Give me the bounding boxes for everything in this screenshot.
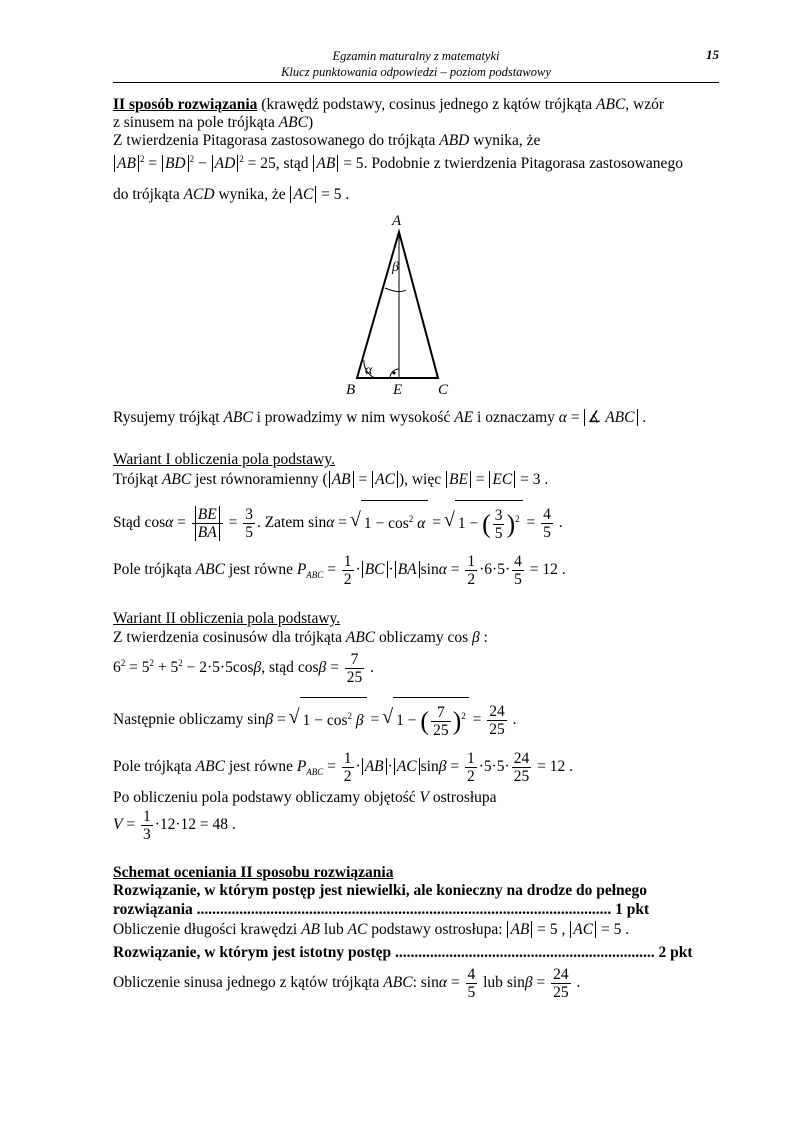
vertex-a-label: A [392, 213, 402, 229]
pythagoras-formula-line: AB $^2$ = BD $^2$ − AD $^2$ = 25, stąd AB = 5. Podobnie z twierdzenia Pitagorasa zastosowanego [113, 155, 683, 173]
alpha-label: α [365, 363, 373, 378]
scheme-rule-1-line-1: Rozwiązanie, w którym postęp jest niewielki, ale konieczny na drodze do pełnego [113, 882, 648, 899]
variant-2-line-2: $6^2 = 5^2 + 5^2 - 2\cdot 5\cdot 5\cos\beta$, stąd cosβ = $\frac{7}{25}$ . [113, 650, 374, 686]
variant-2-line-1: Z twierdzenia cosinusów dla trójkąta ABC obliczamy cos β : [113, 629, 488, 646]
pythagoras-line-3: do trójkąta ACD wynika, że AC = 5 . [113, 186, 350, 203]
page-header [113, 48, 719, 80]
variant-1-title: Wariant I obliczenia pola podstawy. [113, 451, 335, 468]
section-intro-line-2: z sinusem na pole trójkąta ABC) [113, 114, 314, 131]
variant-1-line-3: Pole trójkąta ABC jest równe $P_{ABC}$ = $\frac{1}{2}$ · BC · BA sinα = $\frac{1}{2}$ ·6·5· $\frac{4}{5}$ = 12 . [113, 552, 566, 588]
variant-1-line-2: Stąd cosα = $\frac{BE}{BA}$ = $\frac{3}{5}$ . Zatem sinα = √ $1 - \cos^2 \alpha$ = √ 1 − ( $\frac{3}{5}$ )$^2$ = $\frac{4}{5}$ . [113, 500, 563, 546]
point-e-label: E [393, 382, 403, 398]
scheme-rule-1-description: Obliczenie długości krawędzi AB lub AC podstawy ostrosłupa: AB = 5 , AC = 5 . [113, 921, 630, 938]
vertex-b-label: B [346, 382, 356, 398]
variant-2-line-3: Następnie obliczamy sinβ = √ $1 - \cos^2 \beta$ = √ 1 − ( $\frac{7}{25}$ )$^2$ = $\frac{24}{25}$ . [113, 697, 516, 743]
vertex-c-label: C [438, 382, 449, 398]
variant-2-line-4: Pole trójkąta ABC jest równe $P_{ABC}$ = $\frac{1}{2}$ · AB · AC sinβ = $\frac{1}{2}$ ·5·5· $\frac{24}{25}$ = 12 . [113, 749, 573, 785]
variant-2-title: Wariant II obliczenia pola podstawy. [113, 610, 341, 627]
beta-arc [385, 288, 406, 292]
section-title: II sposób rozwiązania [113, 96, 258, 113]
section-intro-line-1: II sposób rozwiązania (krawędź podstawy, cosinus jednego z kątów trójkąta ABC, wzór [113, 96, 665, 113]
header-rule [113, 82, 719, 83]
header-line-1: Egzamin maturalny z matematyki [332, 49, 500, 63]
scheme-rule-2-description: Obliczenie sinusa jednego z kątów trójkąta ABC: sinα = $\frac{4}{5}$ lub sinβ = $\frac{24}{25}$ . [113, 965, 581, 1001]
triangle-abc [357, 232, 438, 378]
right-angle-dot [393, 372, 396, 375]
variant-2-line-5: Po obliczeniu pola podstawy obliczamy objętość V ostrosłupa [113, 789, 497, 806]
header-line-2: Klucz punktowania odpowiedzi – poziom podstawowy [281, 65, 551, 79]
scheme-title: Schemat oceniania II sposobu rozwiązania [113, 864, 394, 881]
beta-label: β [392, 260, 399, 275]
triangle-figure [340, 208, 470, 398]
draw-description-line: Rysujemy trójkąt ABC i prowadzimy w nim wysokość AE i oznaczamy α = ∡ ABC . [113, 409, 647, 426]
pythagoras-line-1: Z twierdzenia Pitagorasa zastosowanego do trójkąta ABD wynika, że [113, 132, 541, 149]
volume-formula: V = $\frac{1}{3}$ ·12·12 = 48 . [113, 807, 236, 843]
scheme-rule-1-line-2: rozwiązania ........................................................................................................... 1 pkt [113, 901, 650, 918]
scheme-rule-2-line: Rozwiązanie, w którym jest istotny postęp ................................................................... 2 pkt [113, 944, 693, 961]
variant-1-line-1: Trójkąt ABC jest równoramienny ( AB = AC ), więc BE = EC = 3 . [113, 471, 549, 488]
page-number: 15 [706, 47, 719, 62]
